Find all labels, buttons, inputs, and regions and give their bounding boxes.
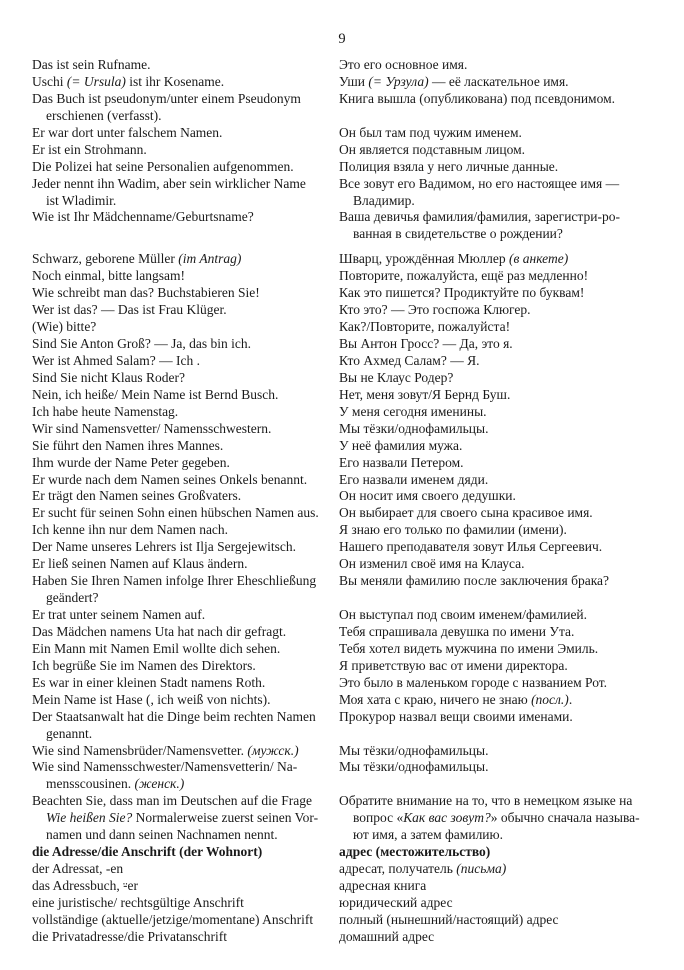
german-line: geändert? (46, 590, 99, 606)
german-phrase (32, 505, 339, 522)
german-phrase (32, 438, 339, 455)
german-line: Es war in einer kleinen Stadt namens Roth. (32, 674, 266, 690)
german-line: vollständige (aktuelle/jetzige/momentane) Anschrift (32, 911, 314, 927)
russian-translation (339, 57, 652, 74)
entry-row (32, 455, 652, 472)
russian-line: полный (нынешний/настоящий) адрес (339, 911, 559, 927)
russian-translation (339, 438, 652, 455)
german-line: mensscousinen. (женск.) (46, 776, 185, 792)
russian-line: Тебя спрашивала девушка по имени Ута. (339, 623, 575, 639)
german-line: Sie führt den Namen ihres Mannes. (32, 437, 224, 453)
russian-line: ют имя, а затем фамилию. (353, 827, 503, 843)
german-phrase (32, 539, 339, 556)
german-phrase (32, 370, 339, 387)
german-line: genannt. (46, 725, 93, 741)
german-phrase (32, 895, 339, 912)
russian-translation (339, 505, 652, 522)
russian-translation (339, 556, 652, 573)
russian-line: Это было в маленьком городе с названием Рот. (339, 674, 608, 690)
german-line: Ich begrüße Sie im Namen des Direktors. (32, 657, 256, 673)
german-line: Das Buch ist pseudonym/unter einem Pseudonym (32, 90, 301, 106)
entry-row (32, 658, 652, 675)
russian-line: домашний адрес (339, 928, 435, 944)
russian-line: Он изменил своё имя на Клауса. (339, 556, 525, 572)
russian-line: Прокурор назвал вещи своими именами. (339, 708, 573, 724)
german-phrase (32, 285, 339, 302)
russian-line: Нет, меня зовут/Я Бернд Буш. (339, 386, 511, 402)
russian-line: Как?/Повторите, пожалуйста! (339, 319, 511, 335)
german-line: Wie ist Ihr Mädchenname/Geburtsname? (32, 209, 254, 225)
spacer (32, 243, 652, 251)
german-line: Er wurde nach dem Namen seines Onkels benannt. (32, 471, 308, 487)
german-line: Das Mädchen namens Uta hat nach dir gefragt. (32, 623, 287, 639)
german-line: Ich kenne ihn nur dem Namen nach. (32, 522, 229, 538)
russian-line: Книга вышла (опубликована) под псевдонимом. (339, 90, 615, 106)
russian-line: Я знаю его только по фамилии (имени). (339, 522, 567, 538)
russian-translation (339, 285, 652, 302)
page-number: 9 (338, 31, 346, 47)
german-phrase (32, 929, 339, 946)
entry-row (32, 573, 652, 607)
german-line: namen und dann seinen Nachnamen nennt. (46, 827, 278, 843)
russian-translation (339, 387, 652, 404)
entry-row (32, 404, 652, 421)
russian-translation (339, 573, 652, 607)
russian-line: Обратите внимание на то, что в немецком языке на (339, 793, 633, 809)
russian-line: юридический адрес (339, 894, 453, 910)
german-line: eine juristische/ rechtsgültige Anschrift (32, 894, 244, 910)
german-phrase (32, 142, 339, 159)
russian-translation (339, 142, 652, 159)
german-line: Er war dort unter falschem Namen. (32, 124, 223, 140)
german-phrase (32, 861, 339, 878)
german-phrase (32, 353, 339, 370)
entry-row (32, 209, 652, 243)
russian-line: Он выступал под своим именем/фамилией. (339, 607, 588, 622)
russian-translation (339, 624, 652, 641)
german-line: Sind Sie nicht Klaus Roder? (32, 369, 185, 385)
entry-row (32, 488, 652, 505)
russian-translation (339, 522, 652, 539)
russian-translation (339, 91, 652, 125)
russian-translation (339, 455, 652, 472)
russian-line: Его назвали именем дяди. (339, 471, 489, 487)
german-phrase (32, 573, 339, 607)
entry-row (32, 539, 652, 556)
german-line: Nein, ich heiße/ Mein Name ist Bernd Busch. (32, 386, 279, 402)
entry-row (32, 759, 652, 793)
german-line: Haben Sie Ihren Namen infolge Ihrer Eheschließung (32, 573, 317, 589)
german-line: Wie sind Namensschwester/Namensvetterin/ Na- (32, 759, 298, 775)
russian-line: Кто Ахмед Салам? — Я. (339, 352, 480, 368)
russian-translation (339, 861, 652, 878)
russian-line: Я приветствую вас от имени директора. (339, 657, 568, 673)
russian-translation (339, 675, 652, 692)
entry-row (32, 74, 652, 91)
russian-line: Вы не Клаус Родер? (339, 369, 454, 385)
russian-line: Он является подставным лицом. (339, 141, 526, 157)
russian-line: Вы Антон Гросс? — Да, это я. (339, 336, 513, 351)
german-phrase (32, 125, 339, 142)
german-phrase (32, 159, 339, 176)
russian-translation (339, 125, 652, 142)
entry-row (32, 929, 652, 946)
russian-line: адрес (местожительство) (339, 844, 491, 860)
russian-translation (339, 209, 652, 243)
russian-translation (339, 759, 652, 793)
german-phrase (32, 793, 339, 844)
entry-row (32, 709, 652, 743)
entry-row (32, 641, 652, 658)
russian-translation (339, 912, 652, 929)
russian-line: Он носит имя своего дедушки. (339, 488, 516, 504)
entry-row (32, 624, 652, 641)
russian-line: адресат, получатель (письма) (339, 861, 507, 877)
german-line: Uschi (= Ursula) ist ihr Kosename. (32, 73, 225, 89)
entry-row (32, 692, 652, 709)
russian-line: У неё фамилия мужа. (339, 437, 463, 453)
german-line: Die Polizei hat seine Personalien aufgenommen. (32, 158, 294, 174)
german-phrase (32, 878, 339, 895)
russian-line: Шварц, урождённая Мюллер (в анкете) (339, 251, 569, 267)
entry-row (32, 142, 652, 159)
russian-line: Он был там под чужим именем. (339, 124, 522, 140)
german-line: Wer ist Ahmed Salam? — Ich . (32, 352, 200, 368)
russian-line: Вы меняли фамилию после заключения брака? (339, 573, 610, 589)
russian-translation (339, 319, 652, 336)
russian-translation (339, 539, 652, 556)
entry-row (32, 159, 652, 176)
german-line: der Adressat, -en (32, 861, 124, 877)
german-phrase (32, 472, 339, 489)
entry-row (32, 302, 652, 319)
russian-translation (339, 895, 652, 912)
german-line: Beachten Sie, dass man im Deutschen auf die Frage (32, 793, 313, 809)
russian-translation (339, 743, 652, 760)
german-line: Er trägt den Namen seines Großvaters. (32, 488, 242, 504)
german-line: Ihm wurde der Name Peter gegeben. (32, 454, 230, 470)
entry-row (32, 285, 652, 302)
german-line: Er sucht für seinen Sohn einen hübschen Namen aus. (32, 505, 319, 521)
russian-line: Мы тёзки/однофамильцы. (339, 759, 489, 775)
russian-translation (339, 793, 652, 844)
entry-row (32, 861, 652, 878)
entry-row (32, 895, 652, 912)
russian-line: Владимир. (353, 192, 415, 208)
russian-translation (339, 929, 652, 946)
russian-line: Уши (= Урзула) — её ласкательное имя. (339, 73, 569, 89)
german-phrase (32, 522, 339, 539)
entry-row (32, 556, 652, 573)
german-line: Noch einmal, bitte langsam! (32, 268, 185, 284)
german-line: Mein Name ist Hase (, ich weiß von nichts). (32, 691, 271, 707)
german-line: Wir sind Namensvetter/ Namensschwestern. (32, 420, 272, 436)
german-phrase (32, 624, 339, 641)
german-line: Der Staatsanwalt hat die Dinge beim rechten Namen (32, 708, 316, 724)
german-line: Ein Mann mit Namen Emil wollte dich sehen. (32, 640, 281, 656)
entry-row (32, 353, 652, 370)
german-line: Ich habe heute Namenstag. (32, 403, 179, 419)
german-line: die Privatadresse/die Privatanschrift (32, 928, 227, 944)
german-line: die Adresse/die Anschrift (der Wohnort) (32, 844, 263, 860)
german-line: Wie heißen Sie? Normalerweise zuerst seinen Vor- (46, 810, 319, 826)
german-phrase (32, 302, 339, 319)
russian-translation (339, 251, 652, 268)
german-line: Er ließ seinen Namen auf Klaus ändern. (32, 556, 248, 572)
german-line: Wer ist das? — Das ist Frau Klüger. (32, 302, 227, 318)
russian-line: Повторите, пожалуйста, ещё раз медленно! (339, 268, 589, 284)
entry-row (32, 421, 652, 438)
german-phrase (32, 209, 339, 243)
german-phrase (32, 57, 339, 74)
german-phrase (32, 336, 339, 353)
entry-row (32, 522, 652, 539)
german-phrase (32, 404, 339, 421)
german-line: Er ist ein Strohmann. (32, 141, 147, 157)
entry-row (32, 176, 652, 210)
german-phrase (32, 251, 339, 268)
german-phrase (32, 709, 339, 743)
german-line: ist Wladimir. (46, 192, 117, 208)
entry-row (32, 472, 652, 489)
entry-row (32, 91, 652, 125)
german-line: Sind Sie Anton Groß? — Ja, das bin ich. (32, 336, 251, 351)
german-line: Jeder nennt ihn Wadim, aber sein wirklicher Name (32, 175, 306, 191)
russian-translation (339, 336, 652, 353)
russian-translation (339, 709, 652, 743)
entry-row (32, 251, 652, 268)
german-line: Er trat unter seinem Namen auf. (32, 607, 206, 622)
russian-translation (339, 692, 652, 709)
entry-row (32, 878, 652, 895)
russian-line: У меня сегодня именины. (339, 403, 487, 419)
german-phrase (32, 455, 339, 472)
russian-line: Как это пишется? Продиктуйте по буквам! (339, 285, 585, 301)
russian-translation (339, 176, 652, 210)
entry-row (32, 743, 652, 760)
entry-row (32, 793, 652, 844)
russian-translation (339, 472, 652, 489)
entry-row (32, 438, 652, 455)
german-phrase (32, 421, 339, 438)
russian-line: Он выбирает для своего сына красивое имя. (339, 505, 593, 521)
russian-line: Полиция взяла у него личные данные. (339, 158, 559, 174)
russian-line: Все зовут его Вадимом, но его настоящее имя — (339, 175, 620, 191)
russian-line: Его назвали Петером. (339, 454, 464, 470)
russian-translation (339, 878, 652, 895)
entry-row (32, 370, 652, 387)
russian-translation (339, 421, 652, 438)
russian-translation (339, 488, 652, 505)
russian-translation (339, 159, 652, 176)
russian-line: Моя хата с краю, ничего не знаю (посл.). (339, 691, 573, 707)
russian-translation (339, 268, 652, 285)
russian-line: вопрос «Как вас зовут?» обычно сначала называ- (353, 810, 640, 826)
russian-translation (339, 658, 652, 675)
german-line: Der Name unseres Lehrers ist Ilja Sergejewitsch. (32, 539, 297, 555)
entry-row (32, 505, 652, 522)
german-phrase (32, 556, 339, 573)
german-line: Wie sind Namensbrüder/Namensvetter. (мужск.) (32, 742, 299, 758)
german-line: Wie schreibt man das? Buchstabieren Sie! (32, 285, 260, 301)
russian-translation (339, 302, 652, 319)
russian-line: Мы тёзки/однофамильцы. (339, 742, 489, 758)
german-phrase (32, 387, 339, 404)
entry-row (32, 57, 652, 74)
german-phrase (32, 844, 339, 861)
german-phrase (32, 641, 339, 658)
german-phrase (32, 268, 339, 285)
russian-line: Нашего преподавателя зовут Илья Сергеевич. (339, 539, 603, 555)
entry-row (32, 125, 652, 142)
russian-line: Кто это? — Это госпожа Клюгер. (339, 302, 531, 318)
russian-translation (339, 844, 652, 861)
german-phrase (32, 488, 339, 505)
entry-row (32, 607, 652, 624)
russian-line: ванная в свидетельстве о рождении? (353, 226, 563, 242)
german-phrase (32, 743, 339, 760)
entry-row (32, 268, 652, 285)
russian-translation (339, 404, 652, 421)
german-line: Schwarz, geborene Müller (im Antrag) (32, 251, 242, 267)
russian-translation (339, 607, 652, 624)
german-phrase (32, 759, 339, 793)
russian-line: Мы тёзки/однофамильцы. (339, 420, 489, 436)
entry-row (32, 319, 652, 336)
entry-row (32, 675, 652, 692)
entry-row (32, 387, 652, 404)
german-phrase (32, 176, 339, 210)
german-line: das Adressbuch, ⸚er (32, 878, 138, 893)
russian-line: Тебя хотел видеть мужчина по имени Эмиль. (339, 640, 599, 656)
german-phrase (32, 319, 339, 336)
german-phrase (32, 607, 339, 624)
german-phrase (32, 692, 339, 709)
russian-translation (339, 641, 652, 658)
russian-line: Это его основное имя. (339, 57, 468, 72)
german-phrase (32, 658, 339, 675)
german-line: (Wie) bitte? (32, 319, 97, 335)
german-phrase (32, 91, 339, 125)
russian-translation (339, 370, 652, 387)
russian-translation (339, 353, 652, 370)
german-phrase (32, 912, 339, 929)
vocabulary-table (32, 57, 652, 946)
german-line: Das ist sein Rufname. (32, 57, 151, 72)
entry-row (32, 336, 652, 353)
german-phrase (32, 74, 339, 91)
german-phrase (32, 675, 339, 692)
russian-line: Ваша девичья фамилия/фамилия, зарегистри-ро- (339, 209, 620, 225)
russian-translation (339, 74, 652, 91)
entry-row (32, 844, 652, 861)
german-line: erschienen (verfasst). (46, 107, 162, 123)
russian-line: адресная книга (339, 878, 427, 893)
entry-row (32, 912, 652, 929)
